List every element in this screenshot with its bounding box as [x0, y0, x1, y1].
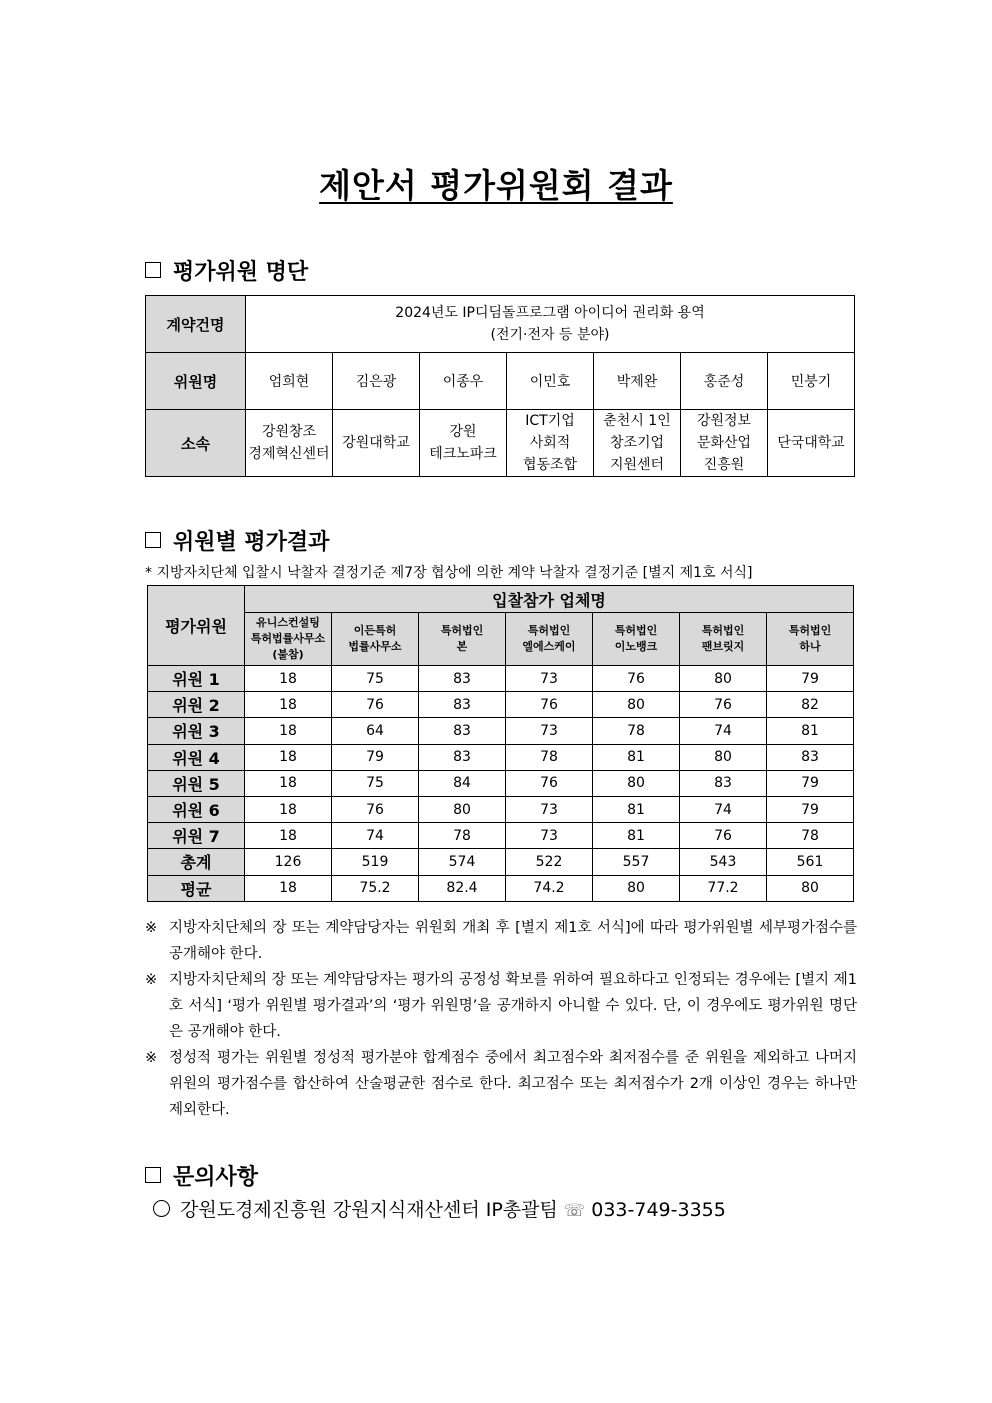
score-cell: 79	[767, 796, 854, 822]
company-name-line: 이든특허	[353, 624, 397, 637]
evaluator-label: 총계	[148, 849, 245, 875]
company-name-line: 팬브릿지	[701, 640, 745, 653]
note-text: 정성적 평가는 위원별 정성적 평가분야 합계점수 중에서 최고점수와 최저점수를 준 위원을 제외하고 나머지 위원의 평가점수를 합산하여 산술평균한 점수로 한다. 최고점수 또는 최저점수가 2개 이상인 경우는 하나만 제외한다.	[169, 1050, 857, 1118]
contact-line	[153, 1195, 726, 1222]
score-cell: 522	[506, 849, 593, 875]
score-cell: 76	[332, 692, 419, 718]
score-cell: 76	[506, 692, 593, 718]
reference-mark-icon: ※	[145, 920, 158, 936]
score-cell: 574	[419, 849, 506, 875]
table-row	[148, 744, 854, 770]
company-name-line: 특허법인	[614, 624, 658, 637]
member-affiliation	[594, 410, 681, 477]
score-cell: 81	[767, 718, 854, 744]
affiliation-line: 단국대학교	[777, 435, 845, 451]
score-cell: 80	[593, 692, 680, 718]
affiliation-line: 경제혁신센터	[248, 446, 330, 462]
member-name: 이민호	[507, 353, 594, 410]
company-header	[245, 613, 332, 666]
score-cell: 73	[506, 796, 593, 822]
company-name-line: 법률사무소	[348, 640, 402, 653]
score-cell: 18	[245, 796, 332, 822]
reference-mark-icon: ※	[145, 972, 158, 988]
section-inquiry-heading: 문의사항	[145, 1160, 258, 1191]
evaluator-label: 위원 6	[148, 796, 245, 822]
score-cell: 557	[593, 849, 680, 875]
score-cell: 80	[593, 770, 680, 796]
score-cell: 561	[767, 849, 854, 875]
evaluator-label: 위원 5	[148, 770, 245, 796]
affiliation-line: 협동조합	[522, 457, 578, 473]
company-name-line: 이노뱅크	[614, 640, 658, 653]
score-cell: 543	[680, 849, 767, 875]
checkbox-square-icon	[145, 1167, 161, 1183]
company-name-line: 유니스컨설팅	[256, 616, 320, 629]
score-cell: 83	[419, 744, 506, 770]
results-reference-note: * 지방자치단체 입찰시 낙찰자 결정기준 제7장 협상에 의한 계약 낙찰자 결정기준 [별지 제1호 서식]	[145, 565, 753, 581]
affiliation-line: 문화산업	[696, 435, 752, 451]
affiliation-line: ICT기업	[525, 413, 575, 429]
score-cell: 18	[245, 666, 332, 692]
page-title: 제안서 평가위원회 결과	[319, 166, 673, 205]
company-header	[767, 613, 854, 666]
note-item	[145, 915, 857, 967]
score-cell: 64	[332, 718, 419, 744]
company-name-line: 엘에스케이	[522, 640, 576, 653]
member-name: 김은광	[333, 353, 420, 410]
member-name: 홍준성	[681, 353, 768, 410]
affiliation-line: 진흥원	[703, 457, 745, 473]
score-cell: 73	[506, 718, 593, 744]
note-text: 지방자치단체의 장 또는 계약담당자는 위원회 개최 후 [별지 제1호 서식]에 따라 평가위원별 세부평가점수를 공개해야 한다.	[169, 920, 857, 962]
score-cell: 83	[419, 666, 506, 692]
section-results-heading: 위원별 평가결과	[145, 525, 329, 556]
note-text: 지방자치단체의 장 또는 계약담당자는 평가의 공정성 확보를 위하여 필요하다고 인정되는 경우에는 [별지 제1호 서식] ‘평가 위원별 평가결과’의 ‘평가 위원명’을 공개하지 아니할 수 있다. 단, 이 경우에도 평가위원 명단은 공개해야 한다.	[169, 972, 857, 1040]
contact-org: 강원도경제진흥원 강원지식재산센터 IP총괄팀	[180, 1199, 558, 1221]
affiliation-line: 강원창조	[261, 424, 317, 440]
score-cell: 73	[506, 823, 593, 849]
note-item	[145, 967, 857, 1045]
score-cell: 76	[680, 823, 767, 849]
checkbox-square-icon	[145, 262, 161, 278]
member-affiliation	[507, 410, 594, 477]
score-cell: 18	[245, 875, 332, 901]
company-name-line: 본	[456, 640, 468, 653]
score-cell: 76	[680, 692, 767, 718]
affiliation-line: 테크노파크	[429, 446, 497, 462]
table-row	[148, 875, 854, 901]
table-row	[148, 823, 854, 849]
score-cell: 80	[680, 744, 767, 770]
score-cell: 18	[245, 744, 332, 770]
score-cell: 75	[332, 666, 419, 692]
notes-list	[145, 915, 857, 1123]
score-cell: 78	[767, 823, 854, 849]
member-name: 엄희현	[246, 353, 333, 410]
section-roster-heading: 평가위원 명단	[145, 255, 308, 286]
checkbox-square-icon	[145, 532, 161, 548]
affiliation-line: 춘천시 1인	[603, 413, 671, 429]
score-cell: 519	[332, 849, 419, 875]
member-affiliation	[420, 410, 507, 477]
score-cell: 83	[419, 718, 506, 744]
score-cell: 81	[593, 744, 680, 770]
table-row	[148, 849, 854, 875]
score-cell: 77.2	[680, 875, 767, 901]
score-cell: 18	[245, 823, 332, 849]
table-row	[148, 718, 854, 744]
score-cell: 80	[680, 666, 767, 692]
table-row	[148, 796, 854, 822]
affiliation-line: 강원	[449, 424, 477, 440]
table-row	[148, 666, 854, 692]
bidders-group-header: 입찰참가 업체명	[245, 586, 854, 613]
contract-name: 2024년도 IP디딤돌프로그램 아이디어 권리화 용역 (전기·전자 등 분야)	[246, 296, 855, 353]
score-cell: 74.2	[506, 875, 593, 901]
table-row	[148, 692, 854, 718]
score-cell: 81	[593, 823, 680, 849]
evaluator-label: 위원 2	[148, 692, 245, 718]
company-header	[680, 613, 767, 666]
evaluator-label: 평균	[148, 875, 245, 901]
score-cell: 74	[332, 823, 419, 849]
company-header	[593, 613, 680, 666]
company-header	[332, 613, 419, 666]
company-name-line: (불참)	[272, 648, 304, 661]
score-cell: 81	[593, 796, 680, 822]
score-cell: 82	[767, 692, 854, 718]
contact-phone: 033-749-3355	[591, 1199, 726, 1221]
phone-icon: ☏	[563, 1201, 586, 1221]
evaluator-label: 위원 7	[148, 823, 245, 849]
affiliation-line: 지원센터	[609, 457, 665, 473]
company-name-line: 특허법인	[788, 624, 832, 637]
affiliation-line: 사회적	[529, 435, 571, 451]
score-cell: 80	[593, 875, 680, 901]
member-affiliation	[333, 410, 420, 477]
company-header	[506, 613, 593, 666]
score-cell: 83	[680, 770, 767, 796]
affiliation-line: 창조기업	[609, 435, 665, 451]
score-cell: 83	[767, 744, 854, 770]
company-name-line: 특허법인	[701, 624, 745, 637]
score-cell: 76	[593, 666, 680, 692]
score-cell: 79	[767, 666, 854, 692]
score-cell: 76	[506, 770, 593, 796]
score-cell: 80	[419, 796, 506, 822]
affiliation-line: 강원대학교	[342, 435, 410, 451]
score-cell: 79	[332, 744, 419, 770]
evaluator-label: 위원 4	[148, 744, 245, 770]
committee-roster-table	[145, 295, 855, 477]
score-cell: 76	[332, 796, 419, 822]
evaluation-results-table	[147, 585, 854, 902]
score-cell: 78	[419, 823, 506, 849]
score-cell: 73	[506, 666, 593, 692]
score-cell: 78	[506, 744, 593, 770]
score-cell: 126	[245, 849, 332, 875]
score-cell: 75.2	[332, 875, 419, 901]
affiliation-line: 강원정보	[696, 413, 752, 429]
member-label: 위원명	[146, 353, 246, 410]
member-affiliation	[768, 410, 855, 477]
score-cell: 18	[245, 718, 332, 744]
score-cell: 84	[419, 770, 506, 796]
company-name-line: 특허법률사무소	[250, 632, 326, 645]
affiliation-label: 소속	[146, 410, 246, 477]
score-cell: 80	[767, 875, 854, 901]
member-name: 박제완	[594, 353, 681, 410]
score-cell: 79	[767, 770, 854, 796]
score-cell: 18	[245, 770, 332, 796]
score-cell: 74	[680, 796, 767, 822]
member-name: 이종우	[420, 353, 507, 410]
member-name: 민붕기	[768, 353, 855, 410]
score-cell: 78	[593, 718, 680, 744]
circle-bullet-icon	[153, 1200, 170, 1217]
member-affiliation	[681, 410, 768, 477]
score-cell: 18	[245, 692, 332, 718]
member-affiliation	[246, 410, 333, 477]
note-item	[145, 1045, 857, 1123]
score-cell: 82.4	[419, 875, 506, 901]
company-header	[419, 613, 506, 666]
company-name-line: 하나	[799, 640, 821, 653]
score-cell: 74	[680, 718, 767, 744]
company-name-line: 특허법인	[527, 624, 571, 637]
reference-mark-icon: ※	[145, 1050, 158, 1066]
evaluator-label: 위원 3	[148, 718, 245, 744]
evaluator-header: 평가위원	[148, 586, 245, 666]
score-cell: 75	[332, 770, 419, 796]
table-row	[148, 770, 854, 796]
contract-label: 계약건명	[146, 296, 246, 353]
score-cell: 83	[419, 692, 506, 718]
company-name-line: 특허법인	[440, 624, 484, 637]
evaluator-label: 위원 1	[148, 666, 245, 692]
